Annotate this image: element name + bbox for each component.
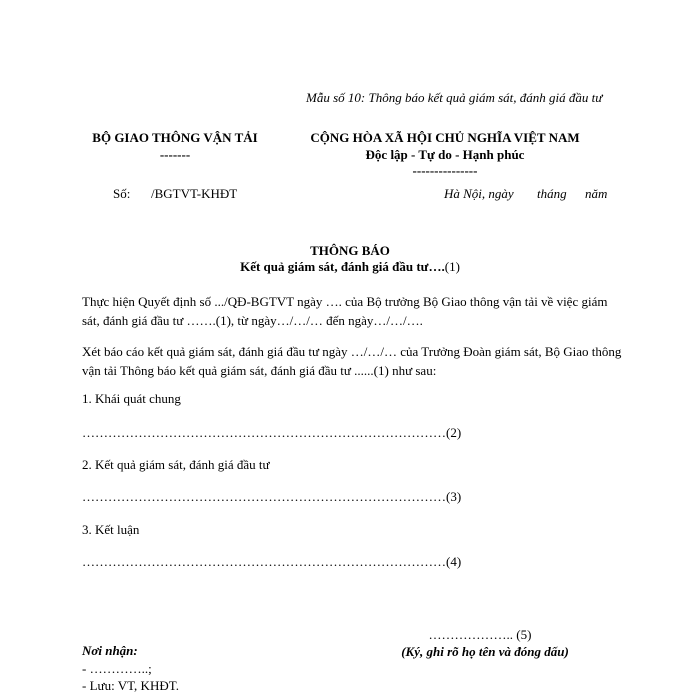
document-number-label: Số: xyxy=(113,186,131,201)
recipient-item: - …………..; xyxy=(82,661,152,676)
section-fill-line: …………………………………………………………………………(4) xyxy=(82,554,462,569)
date-year: năm xyxy=(585,186,608,201)
subtitle-text: Kết quả giám sát, đánh giá đầu tư…. xyxy=(240,259,445,274)
document-title: THÔNG BÁO xyxy=(310,243,390,258)
recipients-label: Nơi nhận: xyxy=(82,643,138,658)
section-heading: 2. Kết quả giám sát, đánh giá đầu tư xyxy=(82,457,270,472)
recipient-item: - Lưu: VT, KHĐT. xyxy=(82,678,179,693)
paragraph-review: Xét báo cáo kết quả giám sát, đánh giá đầu tư ngày …/…/… của Trưởng Đoàn giám sát, Bộ Giao thông vận tải Thông báo kết quả giám sát, đánh giá đầu tư ......(1) như sau: xyxy=(82,344,622,378)
nation-separator: --------------- xyxy=(412,163,478,178)
date-month: tháng xyxy=(537,186,567,201)
agency-separator: ------- xyxy=(159,147,191,162)
date-place: Hà Nội, ngày xyxy=(444,186,514,201)
signature-note: (Ký, ghi rõ họ tên và đóng dấu) xyxy=(401,644,569,659)
document-subtitle xyxy=(180,259,520,275)
section-fill-line: …………………………………………………………………………(2) xyxy=(82,425,462,440)
nation-motto: Độc lập - Tự do - Hạnh phúc xyxy=(365,147,525,162)
section-heading: 3. Kết luận xyxy=(82,522,140,537)
agency-name: BỘ GIAO THÔNG VẬN TẢI xyxy=(92,130,258,145)
subtitle-ref: (1) xyxy=(444,259,460,274)
section-fill-line: …………………………………………………………………………(3) xyxy=(82,489,462,504)
section-heading: 1. Khái quát chung xyxy=(82,391,181,406)
form-label: Mẫu số 10: Thông báo kết quả giám sát, đánh giá đầu tư xyxy=(306,90,603,105)
nation-name: CỘNG HÒA XÃ HỘI CHỦ NGHĨA VIỆT NAM xyxy=(310,130,580,145)
paragraph-decision: Thực hiện Quyết định số .../QĐ-BGTVT ngày …. của Bộ trưởng Bộ Giao thông vận tải về việc giám sát, đánh giá đầu tư …….(1), từ ngày…/…/… đến ngày…/…/…. xyxy=(82,294,608,328)
document-number-code: /BGTVT-KHĐT xyxy=(151,186,238,201)
signature-line: ……………….. (5) xyxy=(428,627,532,642)
